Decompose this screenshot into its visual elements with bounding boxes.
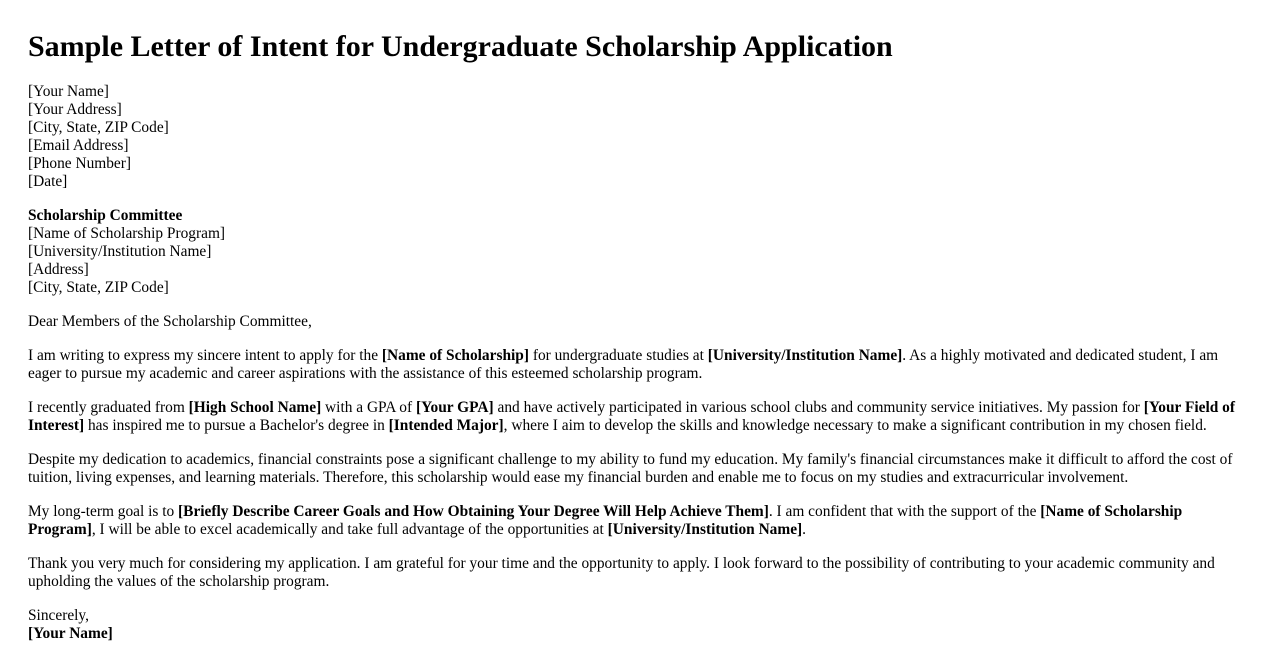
p2-text-2: with a GPA of (321, 399, 416, 416)
closing (28, 607, 1250, 643)
p4-bold-3: [University/Institution Name] (607, 521, 803, 538)
paragraph-intent (28, 347, 1250, 383)
p4-bold-1: [Briefly Describe Career Goals and How Obtaining Your Degree Will Help Achieve Them] (178, 503, 769, 520)
p2-text-5: , where I aim to develop the skills and knowledge necessary to make a significant contribution in my chosen field. (503, 417, 1207, 434)
paragraph-background (28, 399, 1250, 435)
p3-text-1: Despite my dedication to academics, financial constraints pose a significant challenge to my ability to fund my education. My family's financial circumstances make it difficult to afford the cost of tuition, living expenses, and learning materials. Therefore, this scholarship would ease my financial burden and enable me to focus on my studies and extracurricular involvement. (28, 451, 1233, 486)
p2-bold-1: [High School Name] (188, 399, 322, 416)
paragraph-financial-need (28, 451, 1250, 487)
p2-text-3: and have actively participated in various school clubs and community service initiatives. My passion for (493, 399, 1144, 416)
p1-bold-2: [University/Institution Name] (707, 347, 903, 364)
salutation: Dear Members of the Scholarship Committee, (28, 313, 312, 330)
p4-bold-2: [Name of Scholarship Program] (28, 503, 1183, 538)
recipient-institution: [University/Institution Name] (28, 243, 212, 260)
recipient-heading (28, 207, 1250, 225)
p2-bold-2: [Your GPA] (415, 399, 494, 416)
sender-email: [Email Address] (28, 137, 129, 154)
p1-text-2: for undergraduate studies at (528, 347, 708, 364)
p4-text-2: . I am confident that with the support of the (768, 503, 1041, 520)
p2-text-1: I recently graduated from (28, 399, 189, 416)
recipient-city-state-zip: [City, State, ZIP Code] (28, 279, 169, 296)
p4-text-4: . (802, 521, 807, 538)
p2-bold-4: [Intended Major] (388, 417, 504, 434)
paragraph-career-goals (28, 503, 1250, 539)
sender-name: [Your Name] (28, 83, 109, 100)
recipient-address-block (28, 207, 1250, 297)
sender-city-state-zip: [City, State, ZIP Code] (28, 119, 169, 136)
sender-address: [Your Address] (28, 101, 122, 118)
closing-text: Sincerely, (28, 607, 89, 624)
p1-text-1: I am writing to express my sincere intent to apply for the (28, 347, 382, 364)
p4-text-3: , I will be able to excel academically and take full advantage of the opportunities at (91, 521, 608, 538)
sender-phone: [Phone Number] (28, 155, 132, 172)
p2-text-4: has inspired me to pursue a Bachelor's degree in (84, 417, 389, 434)
p4-text-1: My long-term goal is to (28, 503, 179, 520)
p1-bold-1: [Name of Scholarship] (381, 347, 529, 364)
paragraph-thank-you (28, 555, 1250, 591)
recipient-heading-text: Scholarship Committee (28, 207, 183, 224)
p1-text-3: . As a highly motivated and dedicated student, I am eager to pursue my academic and career aspirations with the assistance of this esteemed scholarship program. (28, 347, 1219, 382)
p2-bold-3: [Your Field of Interest] (28, 399, 1235, 434)
letter-page (28, 0, 1250, 643)
sender-date: [Date] (28, 173, 68, 190)
sender-address-block (28, 83, 1250, 191)
recipient-program: [Name of Scholarship Program] (28, 225, 226, 242)
recipient-address: [Address] (28, 261, 89, 278)
p5-text-1: Thank you very much for considering my application. I am grateful for your time and the opportunity to apply. I look forward to the possibility of contributing to your academic community and upholding the values of the scholarship program. (28, 555, 1215, 590)
page-title: Sample Letter of Intent for Undergraduate Scholarship Application (28, 30, 893, 63)
signature-name: [Your Name] (28, 625, 113, 642)
